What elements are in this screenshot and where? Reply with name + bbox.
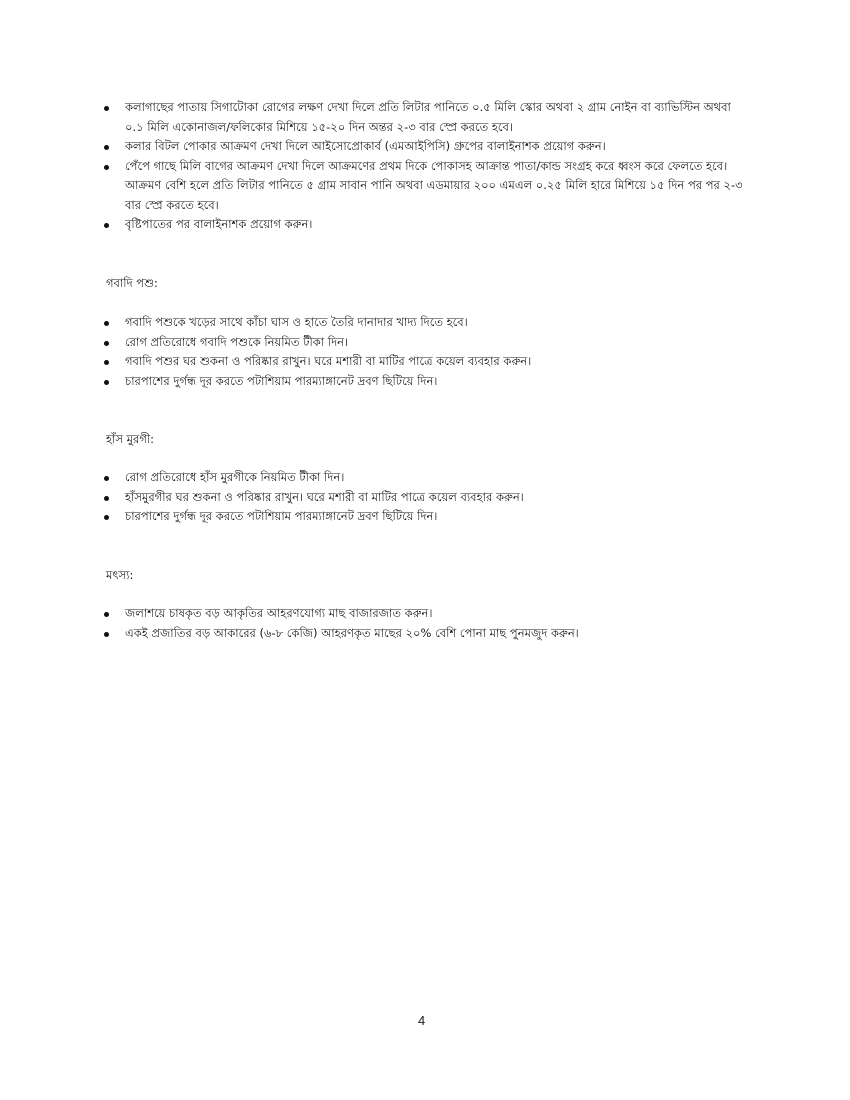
- list-item: পেঁপে গাছে মিলি বাগের আক্রমণ দেখা দিলে আক্রমণের প্রথম দিকে পোকাসহ আক্রান্ত পাতা/কান্ড সংগ্রহ করে ধ্বংস করে ফেলতে হবে। আক্রমণ বেশি হলে প্রতি লিটার পানিতে ৫ গ্রাম সাবান পানি অথবা এডমায়ার ২০০ এমএল ০.২৫ মিলি হারে মিশিয়ে ১৫ দিন পর পর ২-৩ বার স্প্রে করতে হবে।: [104, 157, 744, 216]
- bullet-icon: [104, 612, 109, 617]
- section-heading-poultry: হাঁস মুরগী:: [106, 432, 155, 446]
- bullet-icon: [104, 165, 109, 170]
- list-item: গবাদি পশুর ঘর শুকনা ও পরিষ্কার রাখুন। ঘরে মশারী বা মাটির পাত্রে কয়েল ব্যবহার করুন।: [104, 352, 744, 372]
- list-item: চারপাশের দুর্গন্ধ দূর করতে পটাশিয়াম পারম্যাঙ্গানেট দ্রবণ ছিটিয়ে দিন।: [104, 372, 744, 392]
- list-item: গবাদি পশুকে খড়ের সাথে কাঁচা ঘাস ও হাতে তৈরি দানাদার খাদ্য দিতে হবে।: [104, 313, 744, 333]
- poultry-list: [104, 468, 744, 527]
- bullet-icon: [104, 632, 109, 637]
- list-item: জলাশয়ে চাষকৃত বড় আকৃতির আহরণযোগ্য মাছ বাজারজাত করুন।: [104, 604, 744, 624]
- bullet-icon: [104, 380, 109, 385]
- section-heading-fisheries: মৎস্য:: [106, 568, 134, 582]
- bullet-icon: [104, 515, 109, 520]
- list-item: চারপাশের দুর্গন্ধ দূর করতে পটাশিয়াম পারম্যাঙ্গানেট দ্রবণ ছিটিয়ে দিন।: [104, 507, 744, 527]
- bullet-icon: [104, 321, 109, 326]
- list-item: রোগ প্রতিরোধে হাঁস মুরগীকে নিয়মিত টীকা দিন।: [104, 468, 744, 488]
- list-item: কলার বিটল পোকার আক্রমণ দেখা দিলে আইসোপ্রোকার্ব (এমআইপিসি) গ্রুপের বালাইনাশক প্রয়োগ করুন।: [104, 137, 744, 157]
- bullet-icon: [104, 145, 109, 150]
- list-item: বৃষ্টিপাতের পর বালাইনাশক প্রয়োগ করুন।: [104, 215, 744, 235]
- crop-care-list: [104, 98, 744, 235]
- fisheries-list: [104, 604, 744, 643]
- page-number: 4: [418, 1013, 426, 1028]
- list-item: হাঁসমুরগীর ঘর শুকনা ও পরিষ্কার রাখুন। ঘরে মশারী বা মাটির পাত্রে কয়েল ব্যবহার করুন।: [104, 488, 744, 508]
- bullet-icon: [104, 106, 109, 111]
- section-heading-livestock: গবাদি পশু:: [106, 276, 158, 290]
- bullet-icon: [104, 223, 109, 228]
- bullet-icon: [104, 341, 109, 346]
- bullet-icon: [104, 496, 109, 501]
- bullet-icon: [104, 360, 109, 365]
- list-item: একই প্রজাতির বড় আকারের (৬-৮ কেজি) আহরণকৃত মাছের ২০% বেশি পোনা মাছ পুনমজুদ করুন।: [104, 624, 744, 644]
- list-item: কলাগাছের পাতায় সিগাটোকা রোগের লক্ষণ দেখা দিলে প্রতি লিটার পানিতে ০.৫ মিলি স্কোর অথবা ২ গ্রাম নোইন বা ব্যাভিস্টিন অথবা ০.১ মিলি একোনাজল/ফলিকোর মিশিয়ে ১৫-২০ দিন অন্তর ২-৩ বার স্প্রে করতে হবে।: [104, 98, 744, 137]
- bullet-icon: [104, 476, 109, 481]
- livestock-list: [104, 313, 744, 391]
- list-item: রোগ প্রতিরোধে গবাদি পশুকে নিয়মিত টীকা দিন।: [104, 333, 744, 353]
